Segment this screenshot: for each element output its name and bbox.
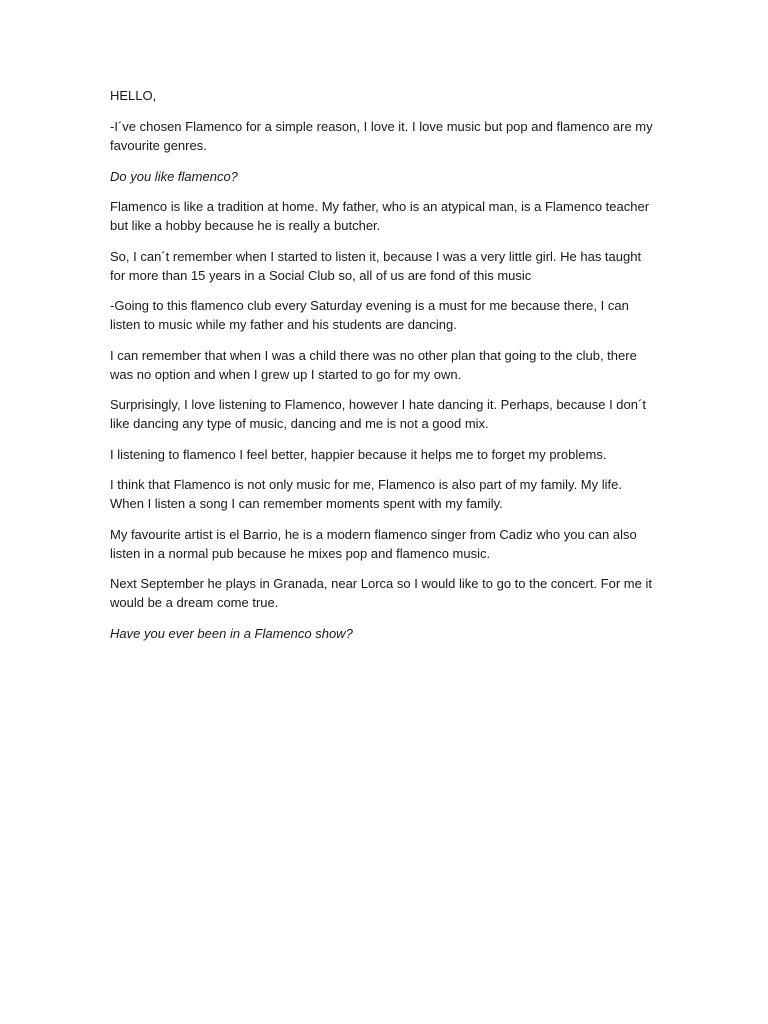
- paragraph-9: I think that Flamenco is not only music for me, Flamenco is also part of my family. My life. When I listen a song I can remember moments spent with my family.: [110, 477, 622, 511]
- paragraph-5: -Going to this flamenco club every Saturday evening is a must for me because there, I can listen to music while my father and his students are dancing.: [110, 298, 629, 332]
- paragraph-7: Surprisingly, I love listening to Flamenco, however I hate dancing it. Perhaps, because I don´t like dancing any type of music, dancing and me is not a good mix.: [110, 397, 646, 431]
- paragraph-6: I can remember that when I was a child there was no other plan that going to the club, there was no option and when I grew up I started to go for my own.: [110, 347, 637, 382]
- paragraph-8: I listening to flamenco I feel better, happier because it helps me to forget my problems.: [110, 446, 607, 462]
- paragraph-1: -I´ve chosen Flamenco for a simple reason, I love it. I love music but pop and flamenco are my favourite genres.: [110, 119, 653, 153]
- paragraph-4: So, I can´t remember when I started to listen it, because I was a very little girl. He has taught for more than 15 years in a Social Club so, all of us are fond of this music: [110, 248, 642, 283]
- document-body: [110, 86, 658, 654]
- question-paragraph-1: Do you like flamenco?: [110, 168, 238, 184]
- question-paragraph-2: Have you ever been in a Flamenco show?: [110, 625, 353, 641]
- greeting: HELLO,: [110, 88, 157, 103]
- paragraph-11: Next September he plays in Granada, near Lorca so I would like to go to the concert. For me it would be a dream come true.: [110, 576, 652, 610]
- paragraph-3: Flamenco is like a tradition at home. My father, who is an atypical man, is a Flamenco teacher but like a hobby because he is really a butcher.: [110, 199, 650, 233]
- paragraph-10: My favourite artist is el Barrio, he is a modern flamenco singer from Cadiz who you can also listen in a normal pub because he mixes pop and flamenco music.: [110, 526, 637, 561]
